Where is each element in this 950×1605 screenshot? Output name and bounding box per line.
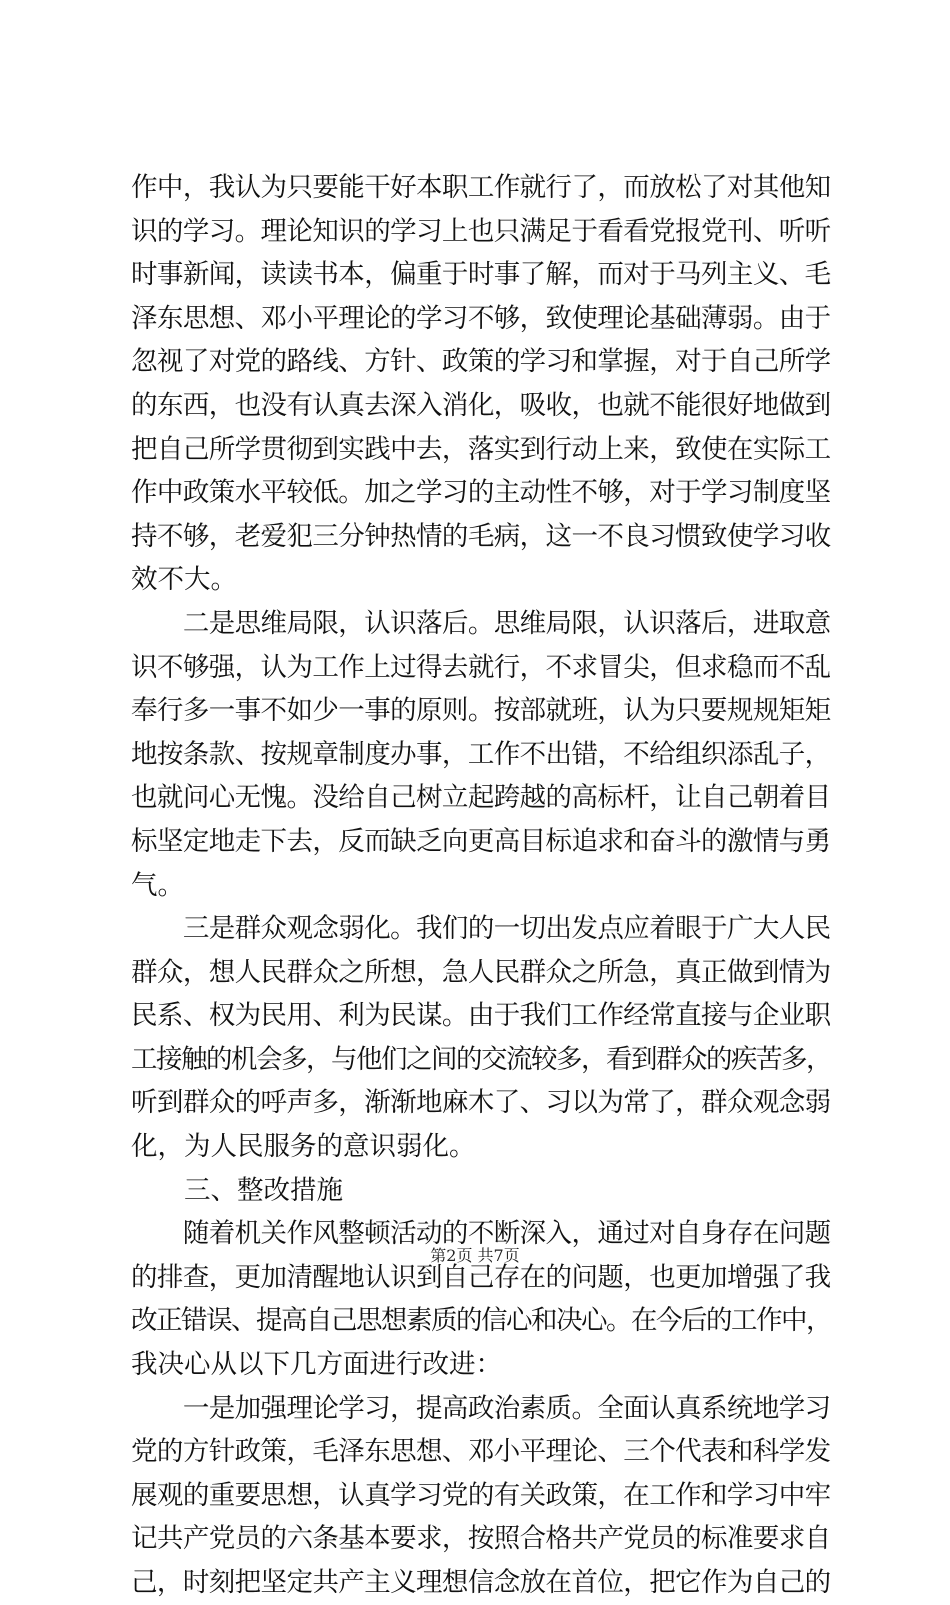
text-line: 一是加强理论学习，提高政治素质。全面认真系统地学习	[131, 1392, 831, 1424]
text-line: 民系、权为民用、利为民谋。由于我们工作经常直接与企业职	[131, 1000, 831, 1032]
text-line: 我决心从以下几方面进行改进：	[131, 1349, 502, 1381]
text-line: 持不够，老爱犯三分钟热情的毛病，这一不良习惯致使学习收	[131, 520, 831, 552]
text-line: 时事新闻，读读书本，偏重于时事了解，而对于马列主义、毛	[131, 259, 831, 291]
text-line: 奉行多一事不如少一事的原则。按部就班，认为只要规规矩矩	[131, 695, 831, 727]
text-line: 泽东思想、邓小平理论的学习不够，致使理论基础薄弱。由于	[131, 302, 831, 334]
text-line: 记共产党员的六条基本要求，按照合格共产党员的标准要求自	[131, 1523, 831, 1555]
text-line: 党的方针政策，毛泽东思想、邓小平理论、三个代表和科学发	[131, 1436, 831, 1468]
text-line: 地按条款、按规章制度办事，工作不出错，不给组织添乱子，	[131, 738, 831, 770]
text-line: 作中，我认为只要能干好本职工作就行了，而放松了对其他知	[131, 172, 831, 203]
text-line: 气。	[131, 869, 184, 901]
text-line: 的东西，也没有认真去深入消化，吸收，也就不能很好地做到	[131, 389, 831, 421]
text-line: 标坚定地走下去，反而缺乏向更高目标追求和奋斗的激情与勇	[131, 825, 831, 857]
text-line: 工接触的机会多，与他们之间的交流较多，看到群众的疾苦多，	[131, 1043, 831, 1075]
text-line: 听到群众的呼声多，渐渐地麻木了、习以为常了，群众观念弱	[131, 1087, 831, 1119]
text-line: 效不大。	[131, 564, 237, 596]
text-line: 展观的重要思想，认真学习党的有关政策，在工作和学习中牢	[131, 1479, 831, 1511]
text-line: 改正错误、提高自己思想素质的信心和决心。在今后的工作中，	[131, 1305, 831, 1337]
text-line: 的排查，更加清醒地认识到自己存在的问题，也更加增强了我	[131, 1261, 831, 1293]
text-line: 随着机关作风整顿活动的不断深入，通过对自身存在问题	[131, 1218, 831, 1250]
page-number-footer: 第2页 共7页	[430, 1246, 520, 1265]
text-line: 作中政策水平较低。加之学习的主动性不够，对于学习制度坚	[131, 477, 831, 509]
document-body	[131, 166, 831, 1605]
text-line: 识不够强，认为工作上过得去就行，不求冒尖，但求稳而不乱	[131, 651, 831, 683]
text-line: 也就问心无愧。没给自己树立起跨越的高标杆，让自己朝着目	[131, 782, 831, 814]
text-line: 三、整改措施	[131, 1174, 343, 1206]
text-line: 群众，想人民群众之所想，急人民群众之所急，真正做到情为	[131, 956, 831, 988]
text-line: 化，为人民服务的意识弱化。	[131, 1131, 476, 1163]
text-line: 识的学习。理论知识的学习上也只满足于看看党报党刊、听听	[131, 215, 831, 247]
text-line: 二是思维局限，认识落后。思维局限，认识落后，进取意	[131, 607, 831, 639]
text-line: 把自己所学贯彻到实践中去，落实到行动上来，致使在实际工	[131, 433, 831, 465]
text-line: 己，时刻把坚定共产主义理想信念放在首位，把它作为自己的	[131, 1567, 831, 1598]
text-line: 三是群众观念弱化。我们的一切出发点应着眼于广大人民	[131, 913, 831, 945]
text-line: 忽视了对党的路线、方针、政策的学习和掌握，对于自己所学	[131, 346, 831, 378]
